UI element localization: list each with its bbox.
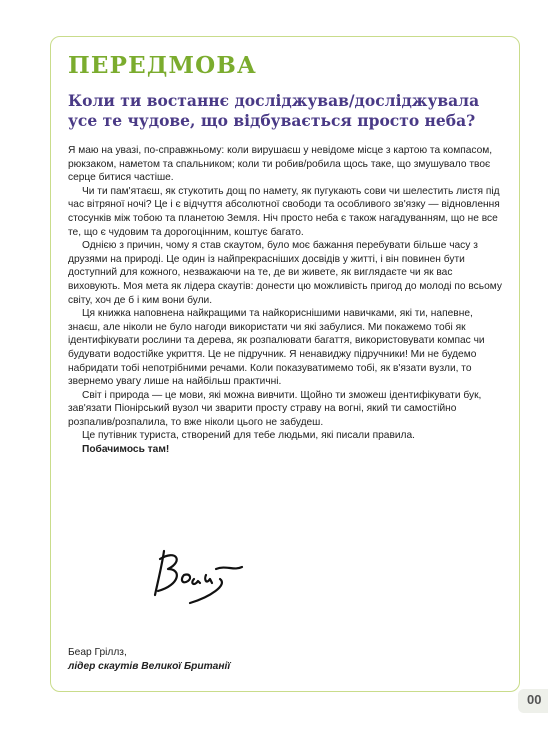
- paragraph: Ця книжка наповнена найкращими та найкориснішими навичками, які ти, напевне, знаєш, але ніколи не було нагоди використати чи які забулися. Ми покажемо тобі як ідентифікувати рослини та дерева, як розпалювати багаття, використовувати компас чи будувати водостійке укриття. Це не підручник. Я ненавиджу підручники! Ми не будемо набридати тобі непотрібними речами. Коли показуватимемо тобі, як в'язати вузли, то звернемо увагу лише на найбільш практичні.: [68, 308, 485, 388]
- paragraph: Чи ти пам'ятаєш, як стукотить дощ по намету, як пугукають сови чи шелестить листя під час вітряної ночі? Це і є відчуття абсолютної свободи та особливого зв'язку — відновлення стосунків між тобою та планетою Земля. Ніч просто неба є також нагадуванням, що не все те, що є чудовим та дорогоцінним, коштує багато.: [68, 185, 500, 238]
- paragraph: Це путівник туриста, створений для тебе людьми, які писали правила.: [82, 430, 415, 442]
- author-role: лідер скаутів Великої Британії: [68, 661, 231, 672]
- paragraph: Я маю на увазі, по-справжньому: коли вирушаєш у невідоме місце з картою та компасом, рюкзаком, наметом та спальником; коли ти робив/робила щось таке, що змушувало твоє серце битися частіше.: [68, 145, 493, 184]
- page-number: 00: [527, 692, 542, 707]
- paragraph: Світ і природа — це мови, які можна вивчити. Щойно ти зможеш ідентифікувати бук, зав'язати Піонірський вузол чи зварити просту страву на вогні, який ти самостійно розпалив/розпалила, то вже ніколи цього не забудеш.: [68, 389, 482, 428]
- page-title: ПЕРЕДМОВА: [68, 52, 257, 79]
- closing-line: Побачимось там!: [82, 444, 170, 456]
- page-subtitle: Коли ти востаннє досліджував/досліджувала усе те чудове, що відбувається просто неба?: [68, 91, 480, 130]
- paragraph: Однією з причин, чому я став скаутом, було моє бажання перебувати більше часу з друзями на природі. Це один із найпрекрасніших досвідів у житті, і він повинен бути доступний для кожного, незважаючи на те, де ви живете, як виглядаєте чи як вас виховують. Моя мета як лідера скаутів: донести цю можливість пригод до молоді по всьому світу, хоч де б і ким вони були.: [68, 240, 502, 306]
- signature-image: [150, 545, 250, 605]
- author-name: Беар Гріллз,: [68, 647, 127, 658]
- preface-body: [68, 144, 502, 457]
